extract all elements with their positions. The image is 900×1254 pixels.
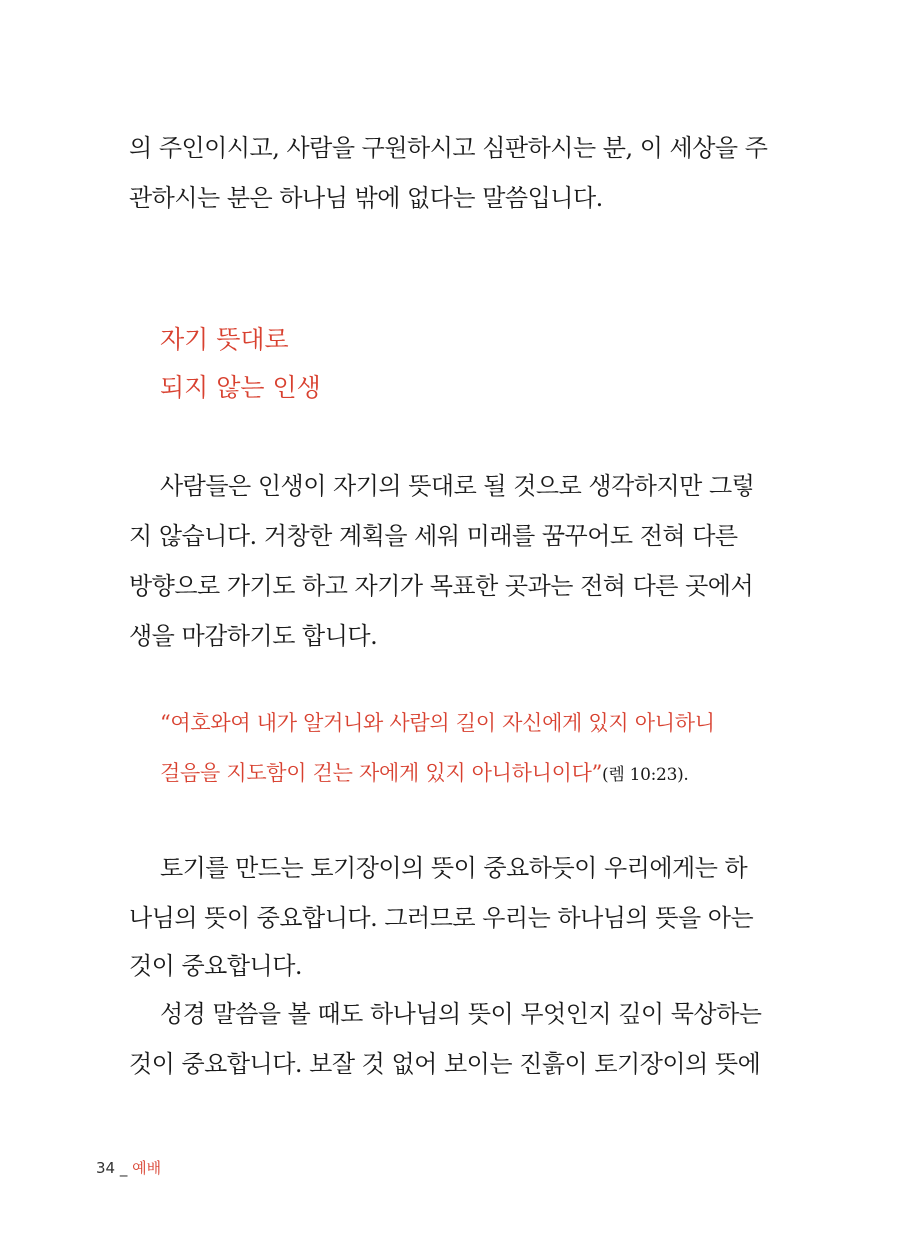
scripture-quote-text: 걸음을 지도함이 걷는 자에게 있지 아니하니이다” [160, 761, 603, 785]
body-line: 것이 중요합니다. 보잘 것 없어 보이는 진흙이 토기장이의 뜻에 [129, 1050, 761, 1078]
section-heading-line: 자기 뜻대로 [160, 325, 289, 354]
page-number: 34 [96, 1159, 116, 1177]
body-line: 것이 중요합니다. [129, 952, 303, 980]
scripture-reference: (렘 10:23). [602, 765, 689, 785]
scripture-quote-line: “여호와여 내가 알거니와 사람의 길이 자신에게 있지 아니하니 [160, 711, 715, 735]
body-line: 나님의 뜻이 중요합니다. 그러므로 우리는 하나님의 뜻을 아는 [129, 904, 754, 932]
scripture-quote-line [160, 758, 689, 790]
body-line: 생을 마감하기도 합니다. [129, 622, 378, 650]
body-line: 방향으로 가기도 하고 자기가 목표한 곳과는 전혀 다른 곳에서 [129, 572, 754, 600]
section-heading-line: 되지 않는 인생 [160, 373, 321, 402]
body-line: 의 주인이시고, 사람을 구원하시고 심판하시는 분, 이 세상을 주 [129, 134, 768, 162]
body-line: 관하시는 분은 하나님 밖에 없다는 말씀입니다. [129, 184, 603, 212]
section-title: 예배 [132, 1159, 162, 1177]
body-line: 지 않습니다. 거창한 계획을 세워 미래를 꿈꾸어도 전혀 다른 [129, 522, 738, 550]
body-line: 성경 말씀을 볼 때도 하나님의 뜻이 무엇인지 깊이 묵상하는 [160, 1000, 762, 1028]
body-line: 토기를 만드는 토기장이의 뜻이 중요하듯이 우리에게는 하 [160, 854, 748, 882]
footer-separator: _ [119, 1159, 128, 1177]
body-line: 사람들은 인생이 자기의 뜻대로 될 것으로 생각하지만 그렇 [160, 472, 755, 500]
page-footer [96, 1158, 161, 1178]
